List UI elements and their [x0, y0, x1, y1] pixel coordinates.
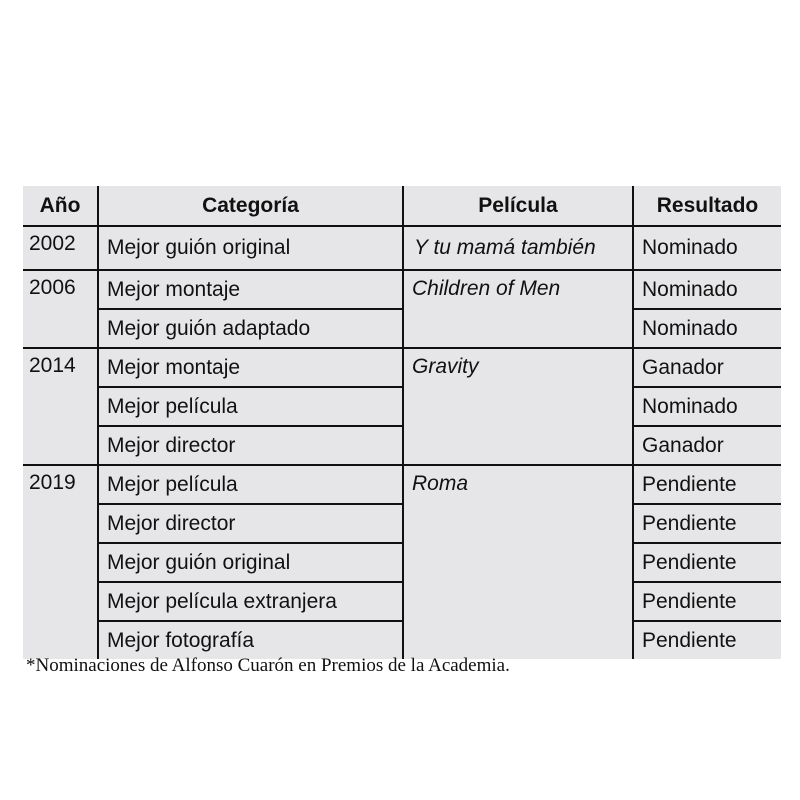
header-row [23, 186, 781, 226]
header-result: Resultado [633, 186, 781, 226]
table-row [23, 348, 781, 387]
header-film: Película [403, 186, 633, 226]
film-cell: Y tu mamá también [403, 226, 633, 270]
table-row [23, 504, 781, 543]
film-cell: Gravity [403, 348, 633, 465]
year-cell: 2019 [29, 471, 76, 494]
result-cell: Nominado [633, 309, 781, 348]
table-row [23, 309, 781, 348]
year-cell: 2006 [23, 270, 98, 348]
table-row [23, 465, 781, 504]
result-cell: Pendiente [633, 465, 781, 504]
result-cell: Pendiente [633, 621, 781, 659]
category-cell: Mejor película [98, 387, 403, 426]
result-cell: Nominado [633, 387, 781, 426]
year-cell: 2014 [23, 348, 98, 465]
table-row [23, 270, 781, 309]
table-row [23, 226, 781, 270]
category-cell: Mejor director [98, 426, 403, 465]
result-cell: Nominado [633, 270, 781, 309]
table-row [23, 621, 781, 659]
footnote: *Nominaciones de Alfonso Cuarón en Premios de la Academia. [26, 655, 510, 676]
result-cell: Ganador [633, 426, 781, 465]
category-cell: Mejor montaje [98, 270, 403, 309]
film-cell: Children of Men [403, 270, 633, 348]
table-row [23, 387, 781, 426]
category-cell: Mejor guión original [98, 226, 403, 270]
category-cell: Mejor película extranjera [98, 582, 403, 621]
nominations-table [23, 186, 781, 659]
category-cell: Mejor guión adaptado [98, 309, 403, 348]
result-cell: Pendiente [633, 504, 781, 543]
category-cell: Mejor fotografía [98, 621, 403, 659]
header-category: Categoría [98, 186, 403, 226]
table-row [23, 426, 781, 465]
film-cell: Roma [403, 465, 633, 659]
table-row [23, 543, 781, 582]
result-cell: Ganador [633, 348, 781, 387]
result-cell: Pendiente [633, 543, 781, 582]
category-cell: Mejor película [98, 465, 403, 504]
category-cell: Mejor director [98, 504, 403, 543]
result-cell: Pendiente [633, 582, 781, 621]
year-cell: 2002 [23, 226, 98, 270]
category-cell: Mejor montaje [98, 348, 403, 387]
result-cell: Nominado [633, 226, 781, 270]
table-row [23, 582, 781, 621]
header-year: Año [23, 186, 98, 226]
category-cell: Mejor guión original [98, 543, 403, 582]
